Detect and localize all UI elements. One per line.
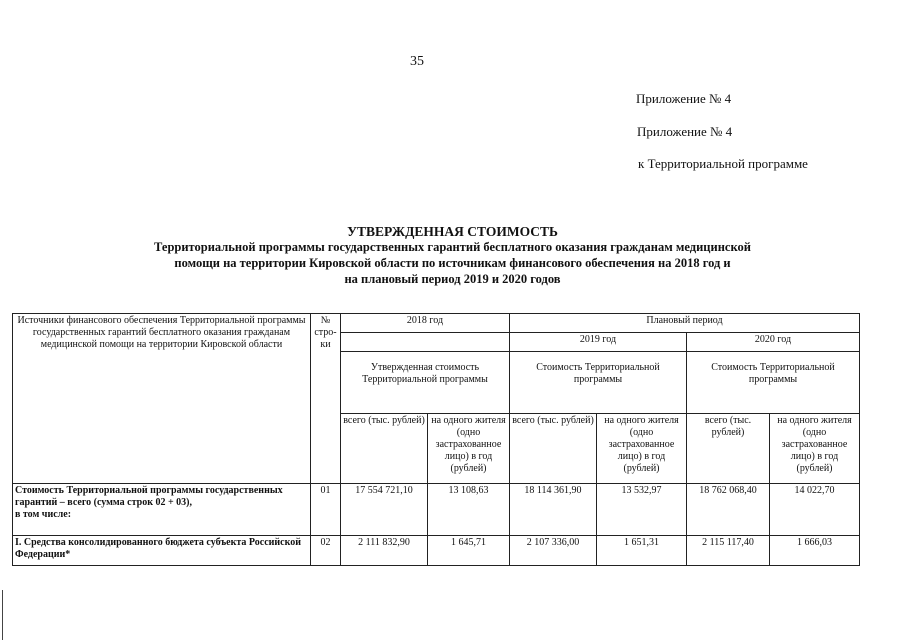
value-cell: 18 762 068,40: [687, 484, 770, 536]
page-edge-line: [2, 590, 3, 640]
row-sublabel: в том числе:: [15, 509, 72, 520]
value-cell: 1 645,71: [428, 536, 510, 566]
header-cost-2019: Стоимость Территориальной программы: [510, 352, 687, 414]
row-label-text: Стоимость Территориальной программы государственных гарантий – всего (сумма строк 02 + 03),: [15, 485, 283, 508]
header-approved-cost: Утвержденная стоимость Территориальной программы: [341, 352, 510, 414]
header-planned-period: Плановый период: [510, 314, 860, 333]
header-year-2018: 2018 год: [341, 314, 510, 333]
value-cell: 13 108,63: [428, 484, 510, 536]
table-row: [13, 484, 860, 536]
value-cell: 2 111 832,90: [341, 536, 428, 566]
value-cell: 1 666,03: [770, 536, 860, 566]
header-per-person-2019: на одного жителя (одно застрахованное лицо) в год (рублей): [597, 414, 687, 484]
document-subtitle: [0, 239, 905, 287]
row-line-number: 01: [311, 484, 341, 536]
header-per-person-2018: на одного жителя (одно застрахованное лицо) в год (рублей): [428, 414, 510, 484]
row-label: [13, 484, 311, 536]
header-total-2018: всего (тыс. рублей): [341, 414, 428, 484]
header-2018-blank: [341, 333, 510, 352]
table-row: [13, 536, 860, 566]
row-label: I. Средства консолидированного бюджета субъекта Российской Федерации*: [13, 536, 311, 566]
annex-program-reference: к Территориальной программе: [638, 156, 808, 171]
annex-label-repeat: Приложение № 4: [637, 124, 733, 139]
row-line-number: 02: [311, 536, 341, 566]
header-cost-2020: Стоимость Территориальной программы: [687, 352, 860, 414]
header-source: Источники финансового обеспечения Территориальной программы государственных гарантий бесплатного оказания гражданам медицинской помощи на территории Кировской области: [13, 314, 311, 484]
page-number: 35: [410, 54, 424, 69]
value-cell: 13 532,97: [597, 484, 687, 536]
subtitle-line-1: Территориальной программы государственных гарантий бесплатного оказания гражданам медицинской: [154, 240, 751, 254]
value-cell: 14 022,70: [770, 484, 860, 536]
value-cell: 1 651,31: [597, 536, 687, 566]
header-per-person-2020: на одного жителя (одно застрахованное лицо) в год (рублей): [770, 414, 860, 484]
value-cell: 18 114 361,90: [510, 484, 597, 536]
subtitle-line-2: помощи на территории Кировской области по источникам финансового обеспечения на 2018 год и: [174, 256, 731, 270]
header-year-2019: 2019 год: [510, 333, 687, 352]
header-total-2019: всего (тыс. рублей): [510, 414, 597, 484]
document-title: УТВЕРЖДЕННАЯ СТОИМОСТЬ: [347, 224, 558, 239]
header-line-number: № стро- ки: [311, 314, 341, 484]
value-cell: 17 554 721,10: [341, 484, 428, 536]
value-cell: 2 115 117,40: [687, 536, 770, 566]
cost-table: [12, 313, 860, 566]
annex-label: Приложение № 4: [636, 91, 732, 106]
value-cell: 2 107 336,00: [510, 536, 597, 566]
header-year-2020: 2020 год: [687, 333, 860, 352]
header-total-2020: всего (тыс. рублей): [687, 414, 770, 484]
subtitle-line-3: на плановый период 2019 и 2020 годов: [344, 272, 561, 286]
